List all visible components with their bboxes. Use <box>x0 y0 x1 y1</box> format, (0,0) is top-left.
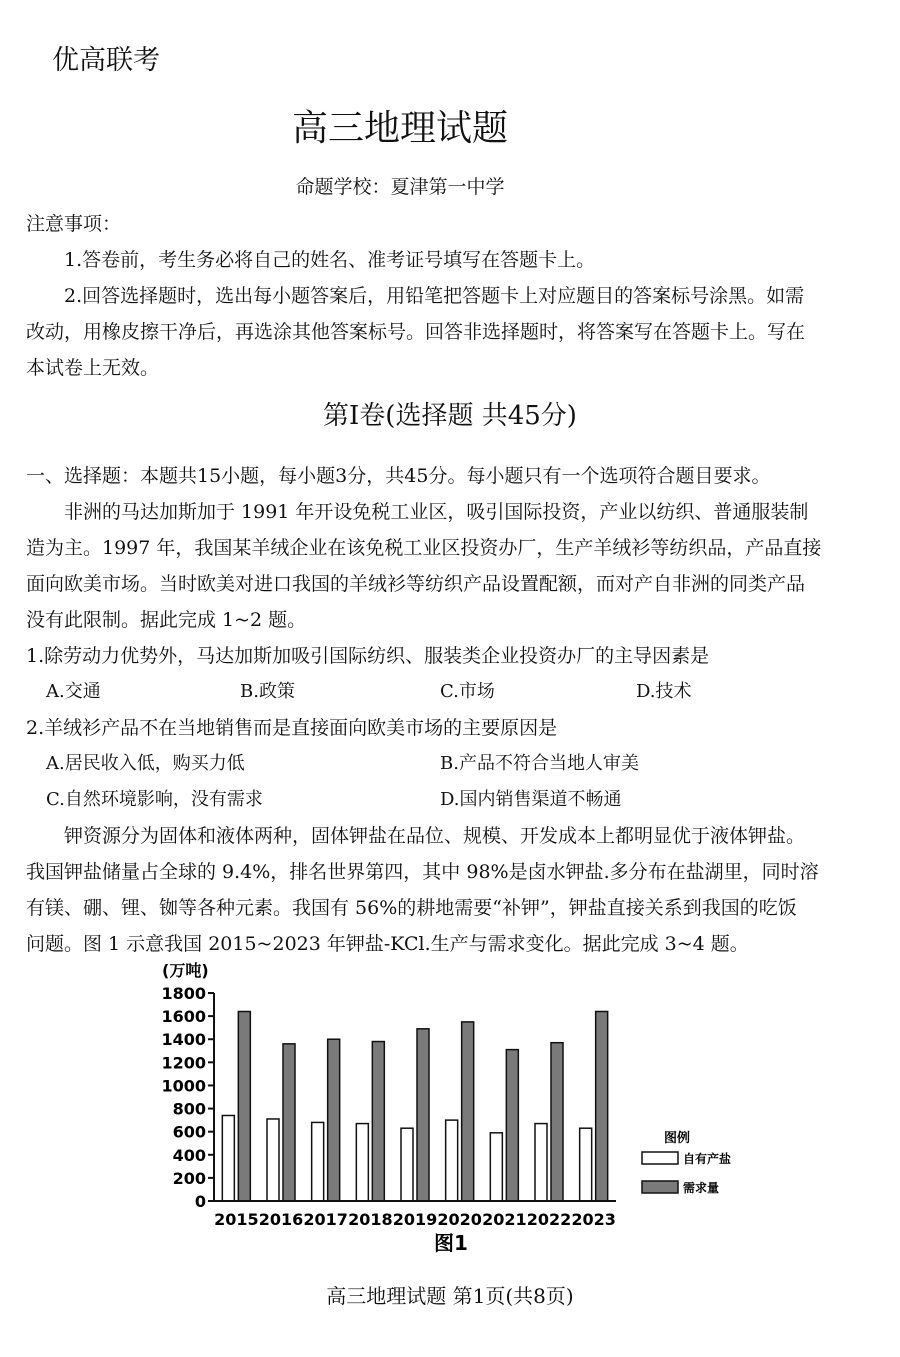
page-footer: 高三地理试题 第1页(共8页) <box>326 1284 574 1308</box>
bar-demand <box>506 1050 518 1201</box>
y-tick-label: 1000 <box>161 1076 206 1096</box>
question-2-option-c: C.自然环境影响，没有需求 <box>46 789 263 810</box>
y-tick-label: 1400 <box>161 1030 206 1050</box>
y-tick-label: 1600 <box>161 1007 206 1027</box>
passage2-line: 钾资源分为固体和液体两种，固体钾盐在品位、规模、开发成本上都明显优于液体钾盐。 <box>64 825 806 847</box>
legend-label: 自有产盐 <box>683 1152 732 1166</box>
bar-demand <box>462 1022 474 1201</box>
page-title: 高三地理试题 <box>291 108 508 149</box>
legend-label: 需求量 <box>683 1181 720 1195</box>
question-2-option-b: B.产品不符合当地人审美 <box>440 753 639 774</box>
legend-title: 图例 <box>664 1131 691 1146</box>
school-line: 命题学校：夏津第一中学 <box>295 176 505 198</box>
bar-demand <box>551 1043 563 1201</box>
y-tick-label: 1200 <box>161 1053 206 1073</box>
figure-caption: 图1 <box>434 1231 468 1255</box>
bar-production <box>580 1128 592 1201</box>
passage2-line: 我国钾盐储量占全球的 9.4%，排名世界第四，其中 98%是卤水钾盐.多分布在盐湖里，同时溶 <box>26 861 819 883</box>
y-axis-unit-label: (万吨) <box>162 961 209 980</box>
question-1-option-c: C.市场 <box>440 681 495 702</box>
bar-production <box>535 1124 547 1201</box>
y-tick-label: 600 <box>172 1122 206 1142</box>
passage1-line: 没有此限制。据此完成 1~2 题。 <box>26 609 307 631</box>
notice-item-2-cont: 改动，用橡皮擦干净后，再选涂其他答案标号。回答非选择题时，将答案写在答题卡上。写在 <box>26 321 806 343</box>
kcl-bar-chart <box>0 950 900 1260</box>
bar-demand <box>372 1042 384 1201</box>
bar-production <box>401 1128 413 1201</box>
question-1-option-b: B.政策 <box>240 681 295 702</box>
notice-item-2: 2.回答选择题时，选出每小题答案后，用铅笔把答题卡上对应题目的答案标号涂黑。如需 <box>64 285 805 307</box>
passage2-line: 问题。图 1 示意我国 2015~2023 年钾盐-KCl.生产与需求变化。据此完成 3~4 题。 <box>26 933 749 955</box>
x-tick-label: 2018 <box>348 1210 393 1229</box>
bar-production <box>267 1119 279 1201</box>
bar-demand <box>596 1011 608 1201</box>
x-tick-label: 2021 <box>482 1210 527 1229</box>
bar-production <box>312 1122 324 1201</box>
question-1-stem: 1.除劳动力优势外，马达加斯加吸引国际纺织、服装类企业投资办厂的主导因素是 <box>26 645 710 667</box>
bar-demand <box>238 1011 250 1201</box>
bar-demand <box>283 1044 295 1201</box>
bar-production <box>356 1124 368 1201</box>
x-tick-label: 2022 <box>526 1210 572 1229</box>
section-title: 第Ⅰ卷(选择题 共45分) <box>323 401 577 431</box>
bar-demand <box>328 1039 340 1201</box>
passage1-line: 面向欧美市场。当时欧美对进口我国的羊绒衫等纺织产品设置配额，而对产自非洲的同类产品 <box>26 573 806 595</box>
bar-demand <box>417 1029 429 1201</box>
x-tick-label: 2020 <box>437 1210 482 1229</box>
y-tick-label: 200 <box>172 1168 206 1188</box>
bar-production <box>490 1133 502 1201</box>
section-instruction: 一、选择题：本题共15小题，每小题3分，共45分。每小题只有一个选项符合题目要求。 <box>26 465 771 487</box>
y-tick-label: 0 <box>194 1192 206 1211</box>
legend-swatch <box>642 1152 678 1164</box>
question-2-stem: 2.羊绒衫产品不在当地销售而是直接面向欧美市场的主要原因是 <box>26 717 558 739</box>
question-1-option-a: A.交通 <box>46 681 101 702</box>
y-tick-label: 400 <box>172 1145 206 1165</box>
question-1-option-d: D.技术 <box>636 681 692 702</box>
x-tick-label: 2017 <box>303 1210 348 1229</box>
bar-production <box>222 1115 234 1201</box>
passage1-line: 造为主。1997 年，我国某羊绒企业在该免税工业区投资办厂，生产羊绒衫等纺织品，产品直接 <box>26 537 822 559</box>
passage2-line: 有镁、硼、锂、铷等各种元素。我国有 56%的耕地需要“补钾”，钾盐直接关系到我国的吃饭 <box>26 897 797 919</box>
y-tick-label: 800 <box>172 1099 206 1119</box>
passage1-line: 非洲的马达加斯加于 1991 年开设免税工业区，吸引国际投资，产业以纺织、普通服装制 <box>64 501 809 523</box>
question-2-option-a: A.居民收入低，购买力低 <box>46 753 245 774</box>
notice-item-1: 1.答卷前，考生务必将自己的姓名、准考证号填写在答题卡上。 <box>64 249 596 271</box>
question-2-option-d: D.国内销售渠道不畅通 <box>440 789 622 810</box>
x-tick-label: 2016 <box>258 1210 304 1229</box>
x-tick-label: 2015 <box>214 1210 259 1229</box>
x-tick-label: 2023 <box>571 1210 616 1229</box>
x-tick-label: 2019 <box>392 1210 438 1229</box>
notice-heading: 注意事项： <box>26 213 122 235</box>
notice-item-2-end: 本试卷上无效。 <box>26 357 160 379</box>
legend-swatch <box>642 1181 678 1193</box>
y-tick-label: 1800 <box>161 984 206 1003</box>
exam-brand: 优高联考 <box>52 45 160 76</box>
bar-production <box>446 1120 458 1201</box>
